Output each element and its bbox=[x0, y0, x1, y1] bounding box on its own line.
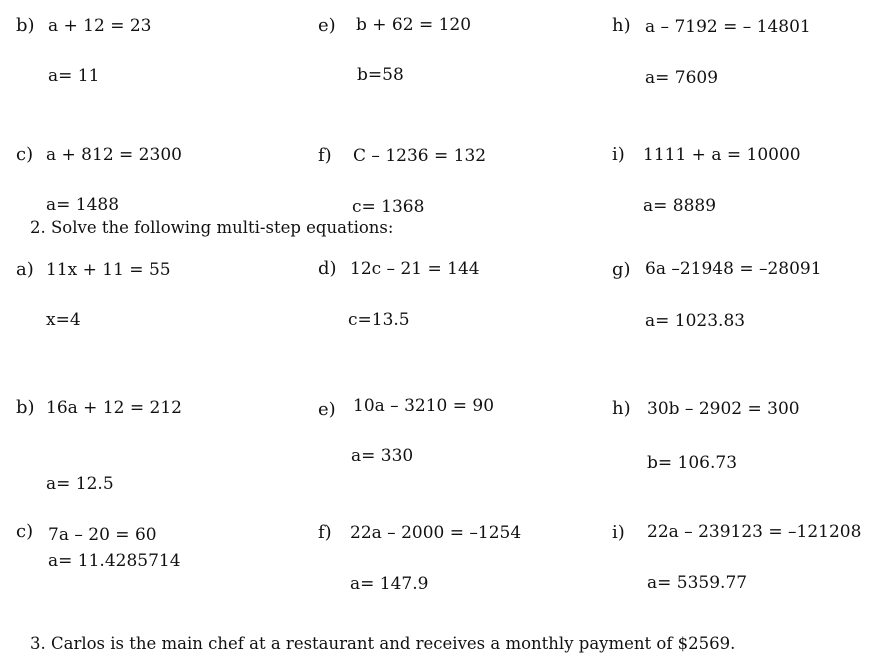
section-heading: 2. Solve the following multi-step equations: bbox=[30, 218, 394, 237]
equation: 16a + 12 = 212 bbox=[46, 398, 182, 418]
answer: a= 1023.83 bbox=[645, 311, 746, 331]
equation: a + 12 = 23 bbox=[48, 16, 152, 36]
answer: a= 1488 bbox=[46, 195, 120, 215]
word-problem: 3. Carlos is the main chef at a restaurant and receives a monthly payment of $2569. bbox=[30, 634, 736, 653]
equation: 1111 + a = 10000 bbox=[643, 145, 801, 165]
equation: 10a – 3210 = 90 bbox=[353, 396, 495, 416]
equation: 30b – 2902 = 300 bbox=[647, 399, 800, 419]
equation: C – 1236 = 132 bbox=[353, 146, 487, 166]
equation: 6a –21948 = –28091 bbox=[645, 259, 822, 279]
answer: a= 7609 bbox=[645, 68, 719, 88]
equation: 22a – 239123 = –121208 bbox=[647, 522, 862, 542]
problem-label: c) bbox=[16, 144, 34, 165]
equation: 22a – 2000 = –1254 bbox=[350, 523, 522, 543]
equation: 12c – 21 = 144 bbox=[350, 259, 480, 279]
problem-label: a) bbox=[16, 259, 34, 280]
answer: b=58 bbox=[357, 65, 404, 85]
problem-label: h) bbox=[612, 15, 631, 36]
answer: b= 106.73 bbox=[647, 453, 738, 473]
answer: c= 1368 bbox=[352, 197, 425, 217]
problem-label: c) bbox=[16, 521, 34, 542]
problem-label: b) bbox=[16, 397, 35, 418]
answer: a= 147.9 bbox=[350, 574, 429, 594]
problem-label: g) bbox=[612, 259, 631, 280]
answer: a= 11 bbox=[48, 66, 100, 86]
problem-label: b) bbox=[16, 15, 35, 36]
equation: a + 812 = 2300 bbox=[46, 145, 182, 165]
problem-label: e) bbox=[318, 15, 336, 36]
problem-label: h) bbox=[612, 398, 631, 419]
problem-label: f) bbox=[318, 522, 332, 543]
answer: a= 330 bbox=[351, 446, 414, 466]
answer: a= 12.5 bbox=[46, 474, 114, 494]
problem-label: d) bbox=[318, 258, 337, 279]
problem-label: i) bbox=[612, 522, 625, 543]
answer: a= 8889 bbox=[643, 196, 717, 216]
problem-label: f) bbox=[318, 145, 332, 166]
equation: b + 62 = 120 bbox=[356, 15, 472, 35]
answer: x=4 bbox=[46, 310, 81, 330]
answer: a= 11.4285714 bbox=[48, 551, 181, 571]
equation: 11x + 11 = 55 bbox=[46, 260, 171, 280]
answer: c=13.5 bbox=[348, 310, 410, 330]
equation: 7a – 20 = 60 bbox=[48, 525, 157, 545]
answer: a= 5359.77 bbox=[647, 573, 748, 593]
problem-label: e) bbox=[318, 399, 336, 420]
problem-label: i) bbox=[612, 144, 625, 165]
equation: a – 7192 = – 14801 bbox=[645, 17, 811, 37]
